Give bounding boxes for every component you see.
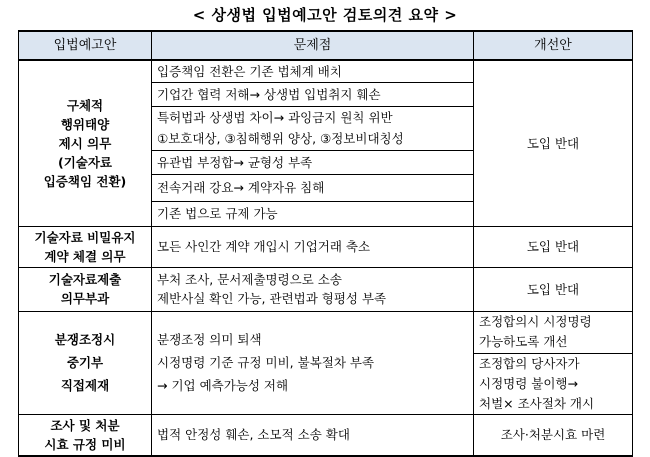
category-line: 행위태양 bbox=[60, 116, 110, 132]
category-line: 제시 의무 bbox=[58, 135, 112, 151]
problem-cell: 기존 법으로 규제 가능 bbox=[152, 201, 474, 226]
table-row bbox=[19, 414, 633, 456]
problem-cell bbox=[152, 311, 474, 414]
problem-cell: 모든 사인간 계약 개입시 기업거래 축소 bbox=[152, 226, 474, 267]
problem-line: 제반사실 확인 가능, 관련법과 형평성 부족 bbox=[157, 291, 387, 306]
category-cell bbox=[19, 60, 152, 226]
improvement-line: 처벌× 조사절차 개시 bbox=[479, 395, 595, 411]
improvement-line: 시정명령 불이행→ bbox=[479, 375, 578, 391]
improvement-line: 조정합의시 시정명령 bbox=[479, 314, 592, 329]
header-row bbox=[19, 31, 633, 60]
category-cell bbox=[19, 311, 152, 414]
category-line: 조사 및 처분 bbox=[50, 417, 120, 433]
improvement-cell: 도입 반대 bbox=[474, 226, 633, 267]
page-title: < 상생법 입법예고안 검토의견 요약 > bbox=[192, 6, 458, 24]
category-cell bbox=[19, 226, 152, 267]
problem-line: 분쟁조정 의미 퇴색 bbox=[157, 332, 262, 347]
category-line: 기술자료 비밀유지 bbox=[34, 229, 136, 245]
category-line: 중기부 bbox=[66, 355, 104, 370]
problem-cell: 유관법 부정합→ 균형성 부족 bbox=[152, 150, 474, 174]
category-line: 기술자료제출 bbox=[48, 272, 122, 287]
header-legislation: 입법예고안 bbox=[19, 31, 152, 60]
table-row bbox=[19, 267, 633, 311]
improvement-line: 가능하도록 개선 bbox=[479, 334, 568, 349]
improvement-line: 조정합의 당사자가 bbox=[479, 355, 580, 371]
problem-line: → 기업 예측가능성 저해 bbox=[157, 378, 289, 393]
problem-line: 부처 조사, 문서제출명령으로 소송 bbox=[157, 272, 342, 287]
improvement-cell bbox=[474, 311, 633, 353]
problem-line: 시정명령 기준 규정 미비, 불복절차 부족 bbox=[157, 355, 375, 370]
problem-cell: 특허법과 상생법 차이→ 과잉금지 원칙 위반 bbox=[152, 106, 474, 128]
improvement-cell: 조사·처분시효 마련 bbox=[474, 414, 633, 456]
category-cell bbox=[19, 414, 152, 456]
category-line: 의무부과 bbox=[60, 291, 110, 306]
table-row bbox=[19, 60, 633, 82]
category-line: (기술자료 bbox=[57, 154, 112, 170]
category-line: 시효 규정 미비 bbox=[44, 436, 126, 452]
problem-cell: 입증책임 전환은 기존 법체계 배치 bbox=[152, 60, 474, 82]
improvement-cell: 도입 반대 bbox=[474, 60, 633, 226]
problem-cell bbox=[152, 267, 474, 311]
problem-cell: 법적 안정성 훼손, 소모적 소송 확대 bbox=[152, 414, 474, 456]
category-line: 입증책임 전환) bbox=[43, 173, 127, 189]
category-cell bbox=[19, 267, 152, 311]
header-problems: 문제점 bbox=[152, 31, 474, 60]
table-row bbox=[19, 226, 633, 267]
problem-cell: 전속거래 강요→ 계약자유 침해 bbox=[152, 174, 474, 201]
category-line: 직접제재 bbox=[60, 378, 110, 393]
problem-cell: 기업간 협력 저해→ 상생법 입법취지 훼손 bbox=[152, 82, 474, 106]
category-line: 분쟁조정시 bbox=[54, 332, 116, 347]
summary-table bbox=[18, 30, 633, 457]
improvement-cell bbox=[474, 353, 633, 414]
category-line: 구체적 bbox=[66, 97, 104, 113]
problem-cell: ①보호대상, ③침해행위 양상, ③정보비대칭성 bbox=[152, 128, 474, 150]
header-improvement: 개선안 bbox=[474, 31, 633, 60]
improvement-cell: 도입 반대 bbox=[474, 267, 633, 311]
category-line: 계약 체결 의무 bbox=[44, 248, 126, 264]
table-row bbox=[19, 311, 633, 353]
